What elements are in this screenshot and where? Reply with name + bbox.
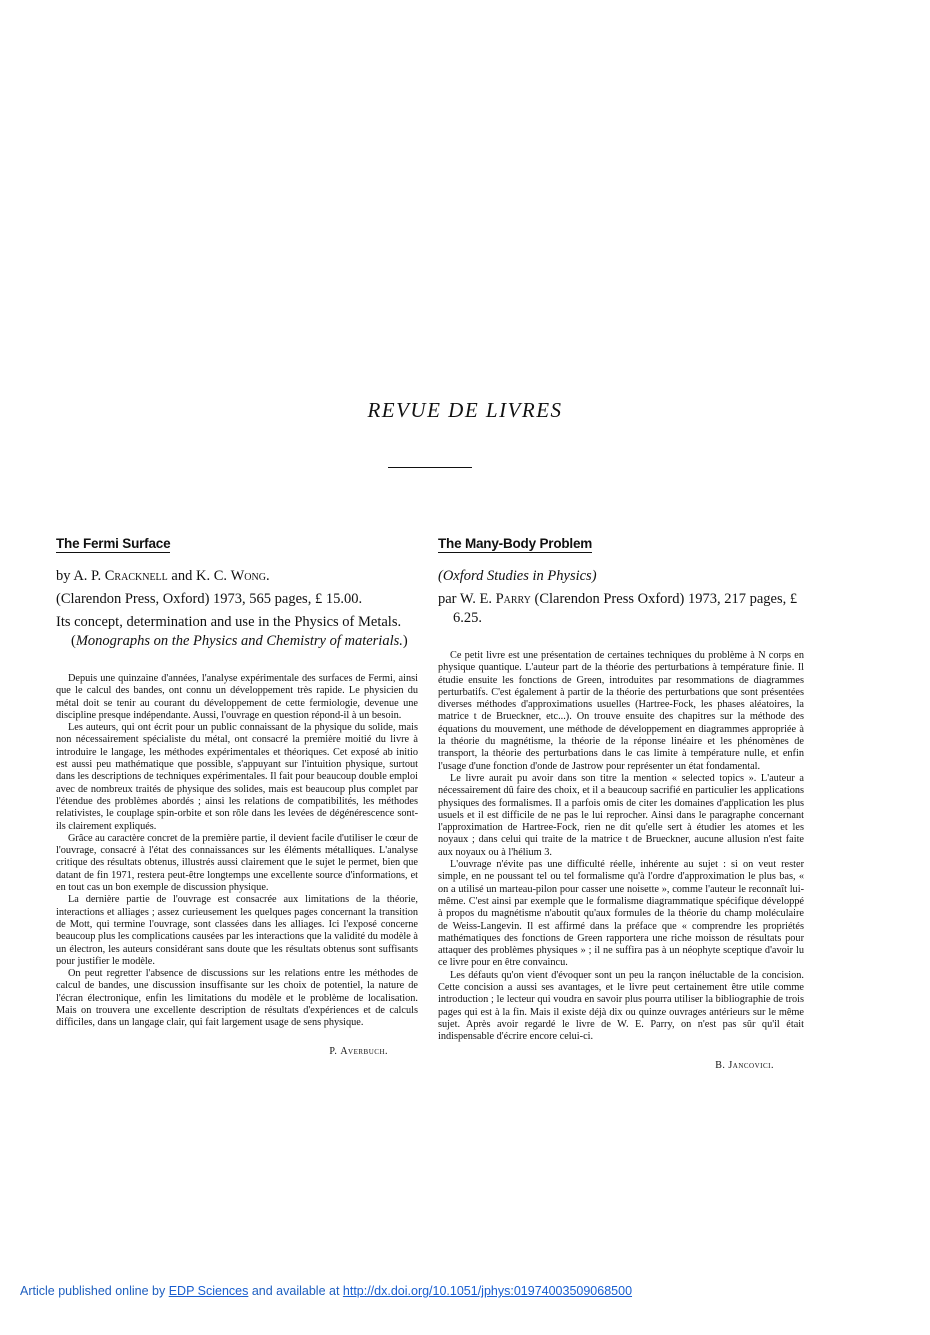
review-heading: The Many-Body Problem [438,536,593,551]
authors-line: by A. P. Cracknell and K. C. Wong. [56,568,270,584]
paragraph: Le livre aurait pu avoir dans son titre la mention « selected topics ». L'auteur a nécessairement dû faire des choix, et il a beaucoup sacrifié en particulier les applications physiques des formalismes. Il a parfois omis de citer les domaines d'application les plus usuels et il est difficile de ne pas le lui reprocher. Ainsi dans le paragraphe concernant l'approximation de Hartree-Fock, rien ne dit qu'elle sert à étudier les atomes et les noyaux ; dans celui qui traite de la matrice t de Brueckner, aucune allusion n'est faite aux noyaux ou à l'hélium 3. [438,772,804,858]
paragraph: Les auteurs, qui ont écrit pour un public connaissant de la physique du solide, mais non nécessairement spécialiste du métal, ont consacré la première moitié du livre à introduire le langage, les méthodes expérimentales et théoriques. Cet exposé ab initio est aussi peu mathématique que possible, s'appuyant sur l'intuition physique, surtout dans les descriptions de techniques expérimentales. Il fait pour beaucoup double emploi avec de nombreux traités de physique des solides, mais est beaucoup plus complet par l'étendue des problèmes abordés ; ainsi les relations de compatibilités, les méthodes relativistes, le couplage spin-orbite et son rôle dans les levées de dégénérescence sont-ils clairement expliqués. [56,722,418,832]
publication-footer: Article published online by EDP Sciences and available at http://dx.doi.org/10.1051/jphys:01974003509068500 [20,1284,633,1298]
series-name: Monographs on the Physics and Chemistry of materials. [75,633,403,649]
publisher-line: (Clarendon Press, Oxford) 1973, 565 pages, £ 15.00. [56,591,363,607]
paragraph: On peut regretter l'absence de discussions sur les relations entre les méthodes de calcul de bandes, une discussion insuffisante sur les choix de potentiel, la nature de l'écran électronique, enfin les limitations du modèle et le problème de localisation. Mais on trouvera une excellente description de résultats d'expériences et de calculs difficiles, dans un langage clair, qui fait largement usage de sens physique. [56,968,418,1029]
bibliographic-info [438,567,804,628]
bibliographic-info [56,567,418,651]
review-fermi-surface [56,535,418,1057]
reviewer-signature: B. Jancovici. [715,1059,774,1071]
paragraph: L'ouvrage n'évite pas une difficulté réelle, inhérente au sujet : si on veut rester simple, en ne poussant tel ou tel formalisme qu'à l'ordre d'approximation le plus bas, « on a utilisé un marteau-pilon pour casser une noisette », comme l'auteur le reconnaît lui-même. C'est ainsi par exemple que le formalisme diagrammatique spécifique développé à propos du magnétisme n'aboutit qu'aux formules de la théorie du champ moléculaire de Weiss-Langevin. Il est affirmé dans la préface que « comprendre les propriétés mathématiques des fonctions de Green rapportera une riche moisson de résultats pour attaquer des problèmes physiques » ; il ne suffira pas à un néophyte sceptique d'avoir lu ce livre pour en être convaincu. [438,859,804,969]
author-name: Wong [230,568,266,584]
author-name: Cracknell [104,568,168,584]
review-many-body-problem [438,535,804,1071]
doi-link[interactable]: http://dx.doi.org/10.1051/jphys:01974003509068500 [342,1284,633,1298]
series-line: (Oxford Studies in Physics) [438,568,597,584]
author-name: Parry [495,591,531,607]
review-body [438,650,804,1044]
authors-publisher-line: par W. E. Parry (Clarendon Press Oxford) 1973, 217 pages, £ 6.25. [438,591,798,626]
paragraph: Les défauts qu'on vient d'évoquer sont un peu la rançon inéluctable de la concision. Cette concision a aussi ses avantages, et le livre peut certainement être utile comme introduction ; le lecteur qui voudra en savoir plus pourra utiliser la bibliographie de trois pages qui est à la fin. Mais il existe déjà dix ou quinze ouvrages antérieurs sur le même sujet. Après avoir regardé le livre de W. E. Parry, on n'est pas sûr qu'il était indispensable d'écrire encore celui-ci. [438,969,804,1043]
paragraph: Depuis une quinzaine d'années, l'analyse expérimentale des surfaces de Fermi, ainsi que le calcul des bandes, ont connu un développement très rapide. Le physicien du métal doit se tenir au courant du développement de cette fermiologie, devenue une discipline presque indépendante. Aussi, l'ouvrage en question répond-il à un besoin. [56,673,418,721]
review-body [56,673,418,1030]
paragraph: La dernière partie de l'ouvrage est consacrée aux limitations de la théorie, interactions et alliages ; assez curieusement les quelques pages concernant la transition de Mott, qui termine l'ouvrage, sont classées dans les alliages. Ici l'exposé concerne beaucoup plus les complications causées par les interactions que la validité du modèle à un électron, les auteurs considérant sans doute que les résultats obtenus sont suffisants pour justifier le modèle. [56,894,418,967]
paragraph: Grâce au caractère concret de la première partie, il devient facile d'utiliser le cœur de l'ouvrage, consacré à l'état des connaissances sur les éléments métalliques. L'analyse critique des résultats obtenus, illustrés aussi clairement que le sujet le permet, bien que datant de fin 1971, restera peut-être longtemps une excellente source d'informations, et en tout cas un bon exemple de discussion physique. [56,832,418,894]
edp-sciences-link[interactable]: EDP Sciences [168,1284,249,1298]
review-heading: The Fermi Surface [56,536,171,551]
reviewer-signature: P. Averbuch. [329,1045,388,1057]
subtitle-line: Its concept, determination and use in the Physics of Metals. (Monographs on the Physics and Chemistry of materials.) [56,614,408,649]
title-rule [388,467,472,468]
paragraph: Ce petit livre est une présentation de certaines techniques du problème à N corps en physique quantique. L'auteur part de la théorie des perturbations à température finie. Il étudie ensuite les fonctions de Green, introduites par resommations de diagrammes perturbatifs. C'est également à partir de la théorie des perturbations que sont présentées diverses méthodes d'approximations usuelles (Hartree-Fock, les phases aléatoires, la matrice t de Brueckner, etc...). On trouve ensuite des chapitres sur la méthode des équations du mouvement, une méthode de développement en diagrammes appropriée à la théorie du magnétisme, la théorie de la réponse linéaire et les phénomènes de transport, la théorie des perturbations dans le cas limite à température nulle, et enfin l'usage d'une fonction d'onde de Jastrow pour représenter un état fondamental. [438,650,804,772]
page-title: REVUE DE LIVRES [367,398,563,422]
